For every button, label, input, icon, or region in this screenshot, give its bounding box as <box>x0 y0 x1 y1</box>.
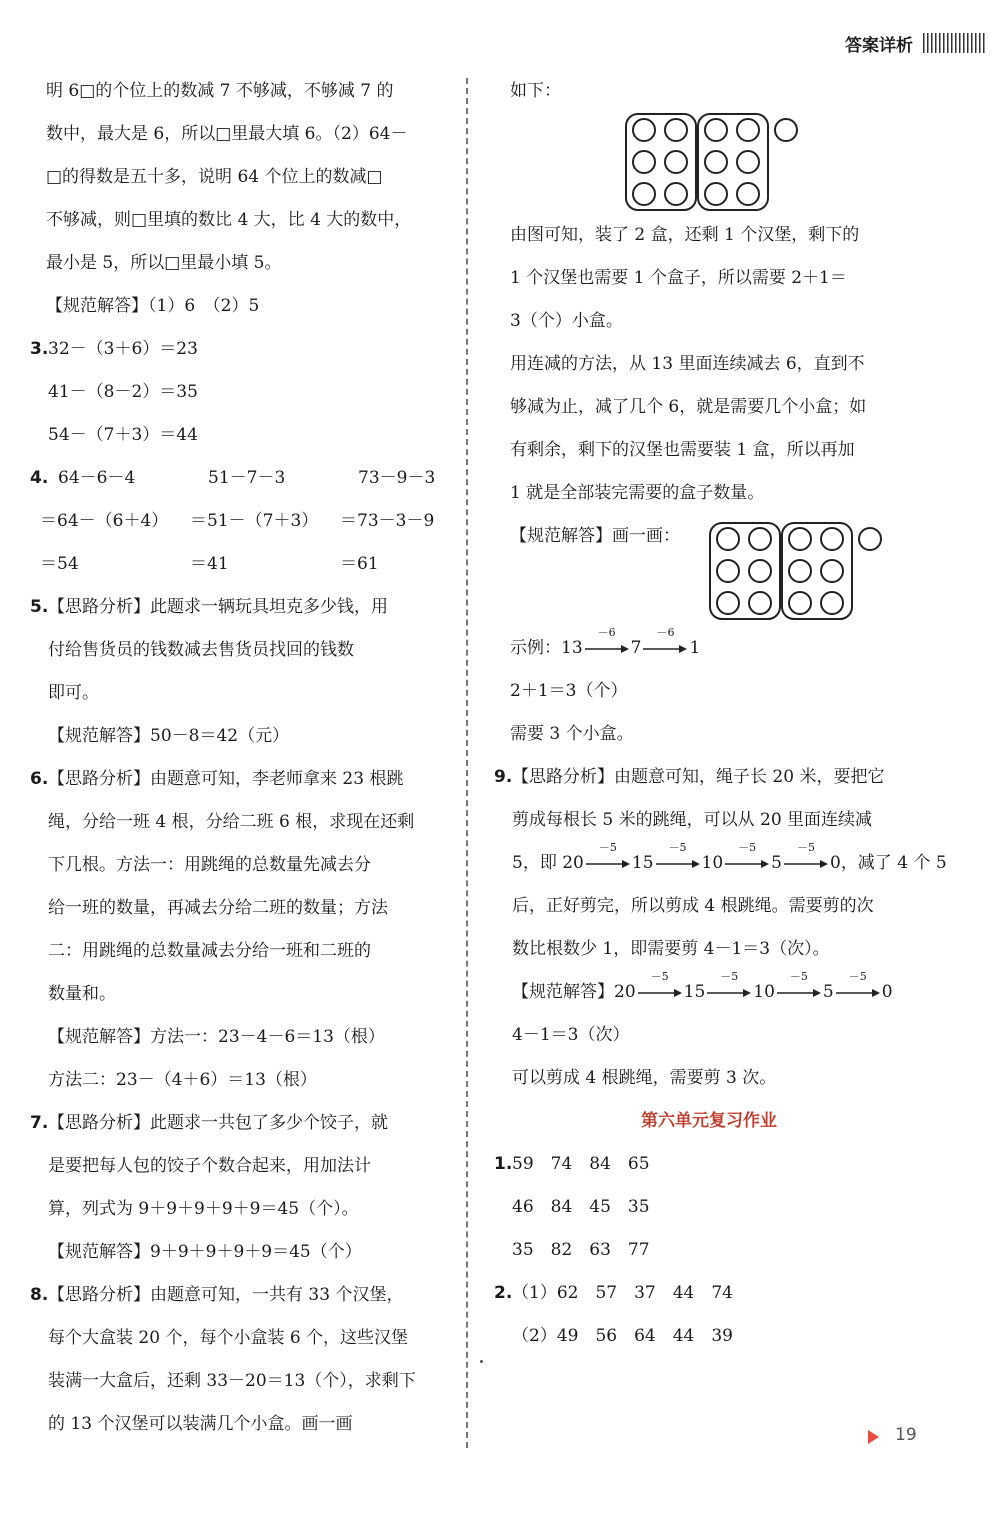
stray-dot <box>480 1360 483 1363</box>
subtract-arrow <box>585 625 629 659</box>
answer-line: 【规范解答】9＋9＋9＋9＋9＝45（个） <box>48 1242 362 1262</box>
text-line: 剪成每根长 5 米的跳绳，可以从 20 里面连续减 <box>512 810 873 830</box>
expression: ＝41 <box>190 554 229 574</box>
answer-values: （2）49 56 64 44 39 <box>512 1326 733 1346</box>
chain-value: 10 <box>753 982 775 1002</box>
text-line: 下几根。方法一：用跳绳的总数量先减去分 <box>48 855 371 875</box>
example-chain <box>494 625 924 676</box>
arrow-label: －5 <box>789 969 808 983</box>
question-number: 8. <box>30 1285 49 1305</box>
column-divider <box>466 78 468 1448</box>
subtract-arrow <box>784 840 828 874</box>
text-line: 【思路分析】此题求一辆玩具坦克多少钱，用 <box>48 597 388 617</box>
subtract-arrow <box>586 840 630 874</box>
equation: 2＋1＝3（个） <box>510 681 628 701</box>
equation: 54－（7＋3）＝44 <box>48 425 198 445</box>
q4-row <box>30 506 445 549</box>
question-number: 9. <box>494 767 513 787</box>
chain-value: 20 <box>614 982 636 1002</box>
chain-value: 0 <box>881 982 893 1002</box>
expression: ＝54 <box>40 554 79 574</box>
text-line: 即可。 <box>48 683 99 703</box>
chain-value: 15 <box>683 982 706 1002</box>
right-column <box>494 76 947 1364</box>
text-line: 的 13 个汉堡可以装满几个小盒。画一画 <box>48 1414 353 1434</box>
arrow-label: －5 <box>848 969 867 983</box>
answer-line: 【规范解答】（1）6 （2）5 <box>46 296 260 316</box>
arrow-label: －5 <box>720 969 739 983</box>
answer-line: 【规范解答】方法一：23－4－6＝13（根） <box>48 1027 385 1047</box>
text-line: 绳，分给一班 4 根，分给二班 6 根，求现在还剩 <box>48 812 415 832</box>
q4-row <box>30 463 445 506</box>
text-line: 二：用跳绳的总数量减去分给一班和二班的 <box>48 941 371 961</box>
question-number: 6. <box>30 769 49 789</box>
expression: ＝64－（6＋4） <box>40 511 169 531</box>
answer-values: （1）62 57 37 44 74 <box>512 1283 733 1303</box>
question-number: 2. <box>494 1283 513 1303</box>
arrow-label: －6 <box>656 625 675 639</box>
page-number: 19 <box>895 1425 917 1445</box>
text-line: 【思路分析】由题意可知，一共有 33 个汉堡， <box>48 1285 404 1305</box>
chain-value: 5 <box>771 853 782 873</box>
q6-line <box>30 764 445 807</box>
text-line: 是要把每人包的饺子个数合起来，用加法计 <box>48 1156 371 1176</box>
equation: 4－1＝3（次） <box>512 1025 630 1045</box>
text-line: 算，列式为 9＋9＋9＋9＋9＝45（个）。 <box>48 1199 359 1219</box>
s1-row <box>494 1149 924 1192</box>
text-line: 数中，最大是 6，所以□里最大填 6。（2）64－ <box>46 124 408 144</box>
s2-row <box>494 1278 924 1321</box>
section-title: 第六单元复习作业 <box>641 1111 777 1131</box>
chain-prefix: 5，即 <box>512 853 557 873</box>
arrow-label: －5 <box>650 969 669 983</box>
chain-value: 5 <box>822 982 834 1002</box>
subtract-arrow <box>656 840 700 874</box>
chain-value: 7 <box>630 638 642 658</box>
page-marker-icon <box>868 1430 879 1444</box>
text-line: 有剩余，剩下的汉堡也需要装 1 盒，所以再加 <box>510 440 855 460</box>
text-line: 【思路分析】由题意可知，李老师拿来 23 根跳 <box>48 769 404 789</box>
expression: 64－6－4 <box>58 468 136 488</box>
text-line: 1 个汉堡也需要 1 个盒子，所以需要 2＋1＝ <box>510 268 847 288</box>
q9-answer-chain <box>494 969 924 1020</box>
chain-value: 20 <box>562 853 584 873</box>
text-line: 装满一大盒后，还剩 33－20＝13（个），求剩下 <box>48 1371 416 1391</box>
arrow-label: －6 <box>597 625 616 639</box>
header-barcode-decoration <box>923 33 985 53</box>
text-line: 明 6□的个位上的数减 7 不够减，不够减 7 的 <box>46 81 394 101</box>
chain-value: 15 <box>631 853 654 873</box>
question-number: 4. <box>30 468 49 488</box>
chain-value: 10 <box>701 853 724 873</box>
question-number: 7. <box>30 1113 49 1133</box>
boxes-drawing-1 <box>624 112 799 212</box>
text-line: □的得数是五十多，说明 64 个位上的数减□ <box>46 167 383 187</box>
conclusion-line: 可以剪成 4 根跳绳，需要剪 3 次。 <box>512 1068 777 1088</box>
q7-line <box>30 1108 445 1151</box>
subtract-arrow <box>707 969 751 1003</box>
chain-suffix: ，减了 4 个 5 <box>840 853 947 873</box>
equation: 32－（3＋6）＝23 <box>48 339 198 359</box>
text-line: 给一班的数量，再减去分给二班的数量；方法 <box>48 898 388 918</box>
conclusion-line: 需要 3 个小盒。 <box>510 724 634 744</box>
arrow-label: －5 <box>668 840 687 854</box>
chain-value: 13 <box>561 638 583 658</box>
arrow-label: －5 <box>796 840 815 854</box>
equation: 41－（8－2）＝35 <box>48 382 198 402</box>
text-line: 【思路分析】此题求一共包了多少个饺子，就 <box>48 1113 388 1133</box>
header-title: 答案详析 <box>845 35 913 56</box>
text-line: 1 就是全部装完需要的盒子数量。 <box>510 483 765 503</box>
expression: 73－9－3 <box>358 468 436 488</box>
left-column <box>30 76 445 1452</box>
text-line: 够减为止，减了几个 6，就是需要几个小盒；如 <box>510 397 867 417</box>
answer-label: 【规范解答】画一画： <box>510 526 680 546</box>
q8-line <box>30 1280 445 1323</box>
text-line: 用连减的方法，从 13 里面连续减去 6，直到不 <box>510 354 865 374</box>
text-line: 每个大盒装 20 个，每个小盒装 6 个，这些汉堡 <box>48 1328 409 1348</box>
text-line: 付给售货员的钱数减去售货员找回的钱数 <box>48 640 354 660</box>
q9-chain <box>494 840 947 891</box>
answer-label: 【规范解答】 <box>512 982 614 1002</box>
subtract-arrow <box>643 625 687 659</box>
text-line: 3（个）小盒。 <box>510 311 623 331</box>
answer-drawing-row <box>494 521 924 633</box>
arrow-label: －5 <box>738 840 757 854</box>
expression: 51－7－3 <box>208 468 286 488</box>
text-line: 由图可知，装了 2 盒，还剩 1 个汉堡，剩下的 <box>510 225 860 245</box>
q5-line <box>30 592 445 635</box>
subtract-arrow <box>638 969 682 1003</box>
answer-line: 方法二：23－（4＋6）＝13（根） <box>48 1070 317 1090</box>
text-line: 不够减，则□里填的数比 4 大，比 4 大的数中， <box>46 210 412 230</box>
answer-values: 46 84 45 35 <box>512 1197 650 1217</box>
answer-values: 35 82 63 77 <box>512 1240 650 1260</box>
question-number: 5. <box>30 597 49 617</box>
hamburger-box-diagram <box>494 112 924 220</box>
chain-value: 1 <box>689 638 701 658</box>
boxes-drawing-2 <box>708 521 883 621</box>
subtract-arrow <box>725 840 769 874</box>
example-prefix: 示例： <box>510 638 561 658</box>
text-line: 如下： <box>510 81 561 101</box>
text-line: 后，正好剪完，所以剪成 4 根跳绳。需要剪的次 <box>512 896 874 916</box>
subtract-arrow <box>836 969 880 1003</box>
answer-values: 59 74 84 65 <box>512 1154 650 1174</box>
question-number: 1. <box>494 1154 513 1174</box>
text-line: 数量和。 <box>48 984 116 1004</box>
arrow-label: －5 <box>598 840 617 854</box>
chain-value: 0 <box>829 853 841 873</box>
q9-line <box>494 762 924 805</box>
text-line: 数比根数少 1，即需要剪 4－1＝3（次）。 <box>512 939 830 959</box>
answer-line: 【规范解答】50－8＝42（元） <box>48 726 290 746</box>
expression: ＝61 <box>340 554 379 574</box>
subtract-arrow <box>777 969 821 1003</box>
q3-line <box>30 334 445 377</box>
expression: ＝73－3－9 <box>340 511 435 531</box>
text-line: 最小是 5，所以□里最小填 5。 <box>46 253 282 273</box>
expression: ＝51－（7＋3） <box>190 511 319 531</box>
page-header <box>845 28 991 58</box>
text-line: 【思路分析】由题意可知，绳子长 20 米，要把它 <box>512 767 885 787</box>
q4-row <box>30 549 445 592</box>
question-number: 3. <box>30 339 49 359</box>
